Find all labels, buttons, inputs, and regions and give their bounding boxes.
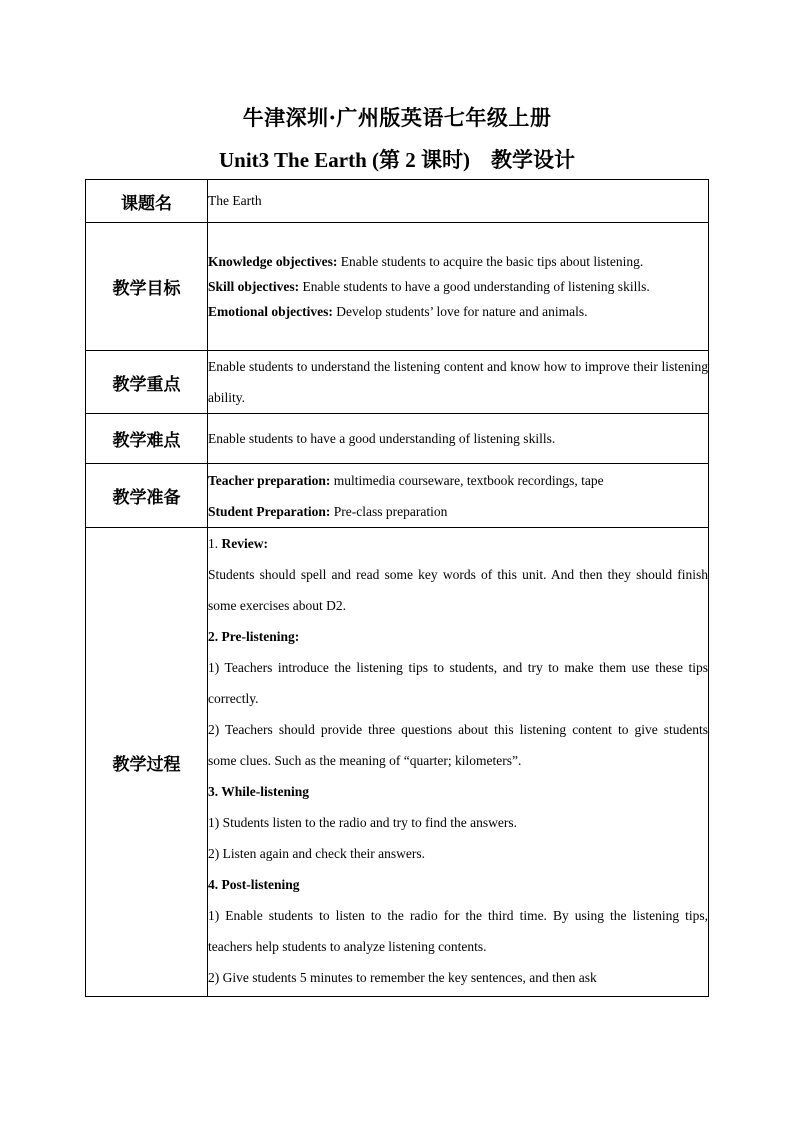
preparation-cell [208, 464, 709, 528]
row-label-preparation: 教学准备 [86, 464, 208, 528]
row-label-key-points: 教学重点 [86, 351, 208, 414]
document-title: 牛津深圳·广州版英语七年级上册 [242, 105, 552, 130]
pre-listening-item-1: 1) Teachers introduce the listening tips to students, and try to make them use these tips correctly. [208, 660, 708, 706]
post-listening-item-1: 1) Enable students to listen to the radio for the third time. By using the listening tips, teachers help students to analyze listening contents. [208, 908, 708, 954]
step-review-text: Students should spell and read some key words of this unit. And then they should finish some exercises about D2. [208, 567, 708, 613]
table-row [86, 414, 709, 464]
table-row [86, 223, 709, 351]
process-cell [208, 528, 709, 997]
key-points-text: Enable students to understand the listening content and know how to improve their listening ability. [208, 351, 709, 414]
step-review-title: 1. Review: [208, 536, 268, 551]
knowledge-objectives: Knowledge objectives: Enable students to acquire the basic tips about listening. [208, 254, 644, 269]
row-label-topic: 课题名 [86, 180, 208, 223]
lesson-plan-table [85, 179, 709, 997]
skill-objectives: Skill objectives: Enable students to have a good understanding of listening skills. [208, 279, 650, 294]
while-listening-item-1: 1) Students listen to the radio and try to find the answers. [208, 815, 517, 830]
difficulties-text: Enable students to have a good understanding of listening skills. [208, 414, 709, 464]
emotional-objectives: Emotional objectives: Develop students’ love for nature and animals. [208, 304, 588, 319]
row-label-difficulties: 教学难点 [86, 414, 208, 464]
student-preparation: Student Preparation: Pre-class preparation [208, 503, 448, 519]
row-label-objectives: 教学目标 [86, 223, 208, 351]
objectives-cell [208, 223, 709, 351]
table-row [86, 528, 709, 997]
table-row [86, 464, 709, 528]
document-subtitle: Unit3 The Earth (第 2 课时) 教学设计 [218, 148, 576, 172]
step-pre-listening-title: 2. Pre-listening: [208, 629, 300, 644]
topic-value: The Earth [208, 180, 709, 223]
table-row [86, 351, 709, 414]
while-listening-item-2: 2) Listen again and check their answers. [208, 846, 426, 861]
pre-listening-item-2: 2) Teachers should provide three questions about this listening content to give students some clues. Such as the meaning of “quarter; kilometers”. [208, 722, 708, 768]
step-while-listening-title: 3. While-listening [208, 784, 310, 799]
table-row [86, 180, 709, 223]
step-post-listening-title: 4. Post-listening [208, 877, 300, 892]
teacher-preparation: Teacher preparation: multimedia courseware, textbook recordings, tape [208, 472, 604, 488]
post-listening-item-2: 2) Give students 5 minutes to remember the key sentences, and then ask [208, 970, 597, 985]
row-label-process: 教学过程 [86, 528, 208, 997]
